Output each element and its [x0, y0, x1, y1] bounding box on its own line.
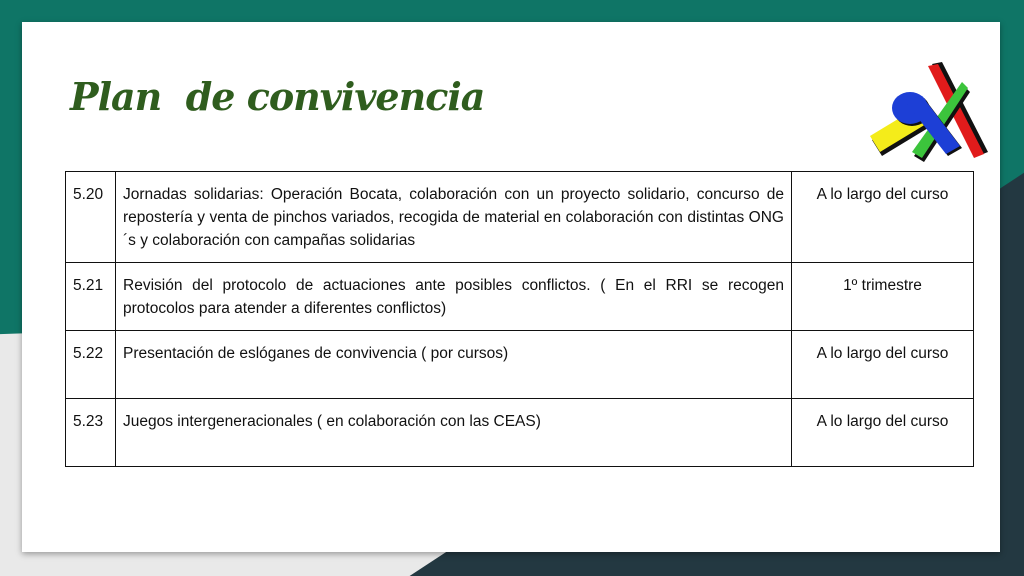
- table-row: [66, 331, 974, 399]
- row-timing: A lo largo del curso: [792, 172, 974, 263]
- row-activity: Revisión del protocolo de actuaciones ante posibles conflictos. ( En el RRI se recogen protocolos para atender a diferentes conflictos): [116, 263, 792, 331]
- row-activity: Juegos intergeneracionales ( en colaboración con las CEAS): [116, 399, 792, 467]
- row-timing: A lo largo del curso: [792, 331, 974, 399]
- slide-title: Plan de convivencia: [70, 74, 485, 119]
- row-timing: A lo largo del curso: [792, 399, 974, 467]
- table-row: [66, 172, 974, 263]
- row-number: 5.20: [66, 172, 116, 263]
- row-activity: Presentación de eslóganes de convivencia ( por cursos): [116, 331, 792, 399]
- row-activity: Jornadas solidarias: Operación Bocata, colaboración con un proyecto solidario, concurso de repostería y venta de pinchos variados, recogida de material en colaboración con distintas ONG´s y colaboración con campañas solidarias: [116, 172, 792, 263]
- activities-table: [65, 171, 974, 467]
- slide-card: [22, 22, 1000, 552]
- table-row: [66, 399, 974, 467]
- table-row: [66, 263, 974, 331]
- row-number: 5.23: [66, 399, 116, 467]
- row-timing: 1º trimestre: [792, 263, 974, 331]
- row-number: 5.22: [66, 331, 116, 399]
- school-logo-icon: [866, 58, 994, 170]
- row-number: 5.21: [66, 263, 116, 331]
